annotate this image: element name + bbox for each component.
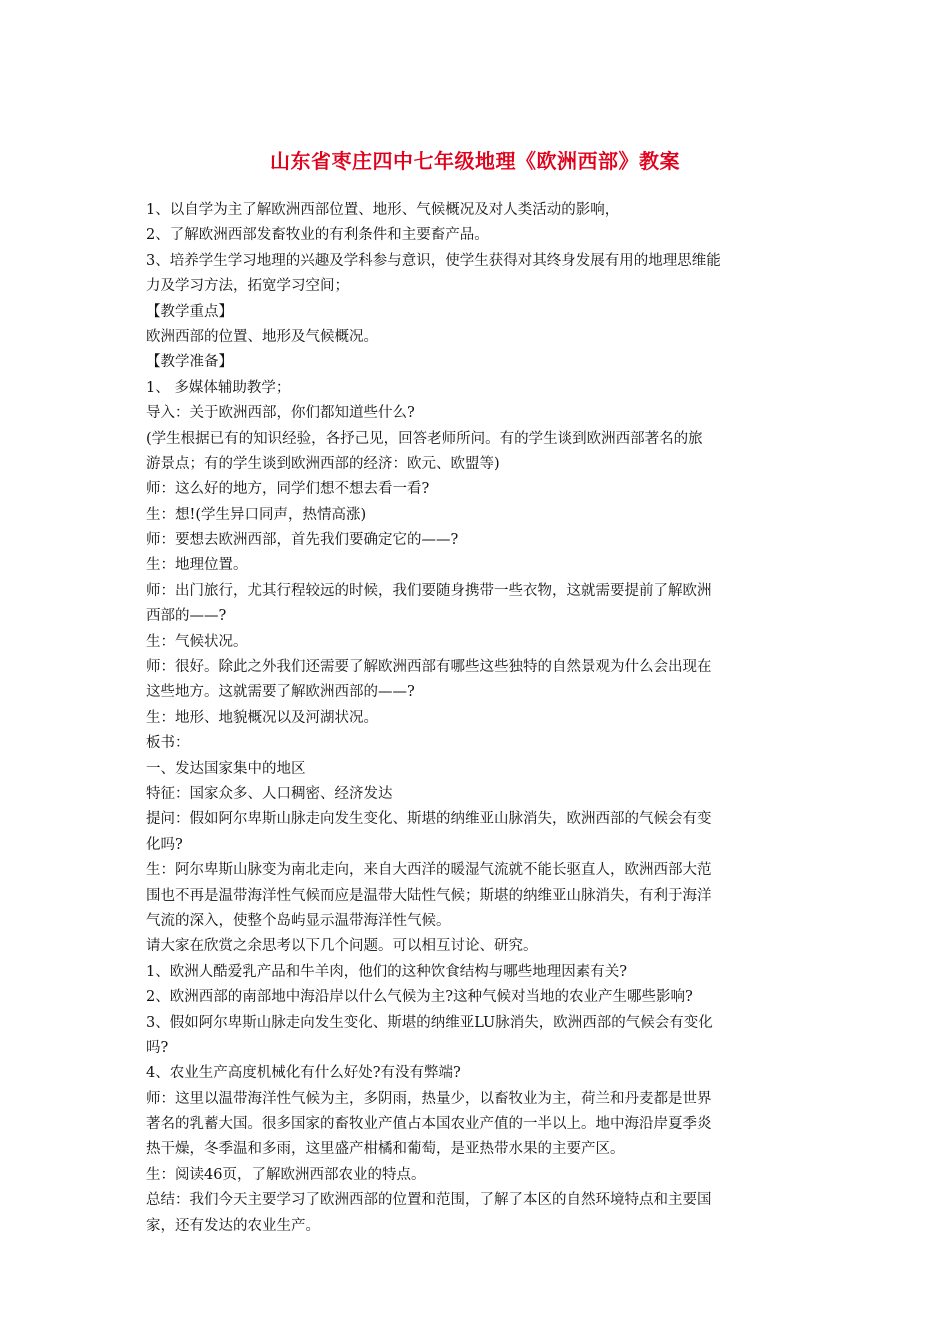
text-line: 一、发达国家集中的地区 xyxy=(146,760,306,777)
text-line: 1、以自学为主了解欧洲西部位置、地形、气候概况及对人类活动的影响， xyxy=(146,202,620,218)
text-line: 生：阅读46页，了解欧洲西部农业的特点。 xyxy=(146,1166,426,1183)
text-line: 板书： xyxy=(146,735,190,752)
text-line: 2、了解欧洲西部发畜牧业的有利条件和主要畜产品。 xyxy=(146,227,489,244)
text-line: 气流的深入，使整个岛屿显示温带海洋性气候。 xyxy=(146,912,451,929)
text-line: 3、培养学生学习地理的兴趣及学科参与意识，使学生获得对其终身发展有用的地理思维能 xyxy=(146,252,721,269)
text-line: 1、 多媒体辅助教学； xyxy=(146,379,291,396)
text-line: 围也不再是温带海洋性气候而应是温带大陆性气候；斯堪的纳维亚山脉消失，有利于海洋 xyxy=(146,887,712,904)
text-line: 生：想!(学生异口同声，热情高涨) xyxy=(146,506,367,523)
text-line: 西部的——? xyxy=(146,608,227,625)
text-line: 生：阿尔卑斯山脉变为南北走向，来自大西洋的暖湿气流就不能长驱直人，欧洲西部大范 xyxy=(146,862,712,879)
text-line: 著名的乳蓄大国。很多国家的畜牧业产值占本国农业产值的一半以上。地中海沿岸夏季炎 xyxy=(146,1116,712,1133)
text-line: 热干燥，冬季温和多雨，这里盛产柑橘和葡萄，是亚热带水果的主要产区。 xyxy=(146,1141,625,1158)
text-line: 力及学习方法，拓宽学习空间； xyxy=(146,278,349,295)
text-line: 【教学重点】 xyxy=(146,303,233,320)
text-line: 化吗? xyxy=(146,836,183,853)
text-line: 提问：假如阿尔卑斯山脉走向发生变化、斯堪的纳维亚山脉消失，欧洲西部的气候会有变 xyxy=(146,811,712,828)
document-body xyxy=(146,198,810,1239)
text-line: 3、假如阿尔卑斯山脉走向发生变化、斯堪的纳维亚LU脉消失，欧洲西部的气候会有变化 xyxy=(146,1014,713,1031)
text-line: 师：这里以温带海洋性气候为主，多阴雨，热量少，以畜牧业为主，荷兰和丹麦都是世界 xyxy=(146,1090,712,1107)
text-line: 生：地理位置。 xyxy=(146,557,248,574)
text-line: 特征：国家众多、人口稠密、经济发达 xyxy=(146,785,393,802)
text-line: 总结：我们今天主要学习了欧洲西部的位置和范围，了解了本区的自然环境特点和主要国 xyxy=(146,1192,712,1209)
document-title: 山东省枣庄四中七年级地理《欧洲西部》教案 xyxy=(270,149,680,173)
text-line: 4、农业生产高度机械化有什么好处?有没有弊端? xyxy=(146,1065,461,1082)
text-line: (学生根据已有的知识经验，各抒己见，回答老师所问。有的学生谈到欧洲西部著名的旅 xyxy=(146,430,703,447)
text-line: 生：气候状况。 xyxy=(146,633,248,650)
text-line: 师：这么好的地方，同学们想不想去看一看? xyxy=(146,481,430,498)
text-line: 1、欧洲人酷爱乳产品和牛羊肉，他们的这种饮食结构与哪些地理因素有关? xyxy=(146,963,627,980)
text-line: 师：要想去欧洲西部，首先我们要确定它的——? xyxy=(146,532,459,549)
text-line: 家，还有发达的农业生产。 xyxy=(146,1217,320,1234)
text-line: 请大家在欣赏之余思考以下几个问题。可以相互讨论、研究。 xyxy=(146,938,538,955)
text-line: 欧洲西部的位置、地形及气候概况。 xyxy=(146,328,378,345)
text-line: 游景点；有的学生谈到欧洲西部的经济：欧元、欧盟等) xyxy=(146,455,500,472)
text-line: 【教学准备】 xyxy=(146,354,233,371)
text-line: 吗? xyxy=(146,1039,169,1056)
text-line: 导入：关于欧洲西部，你们都知道些什么? xyxy=(146,405,415,422)
text-line: 2、欧洲西部的南部地中海沿岸以什么气候为主?这种气候对当地的农业产生哪些影响? xyxy=(146,989,693,1006)
text-line: 生：地形、地貌概况以及河湖状况。 xyxy=(146,709,378,726)
text-line: 师：出门旅行，尤其行程较远的时候，我们要随身携带一些衣物，这就需要提前了解欧洲 xyxy=(146,582,712,599)
text-line: 这些地方。这就需要了解欧洲西部的——? xyxy=(146,684,415,701)
text-line: 师：很好。除此之外我们还需要了解欧洲西部有哪些这些独特的自然景观为什么会出现在 xyxy=(146,659,712,676)
